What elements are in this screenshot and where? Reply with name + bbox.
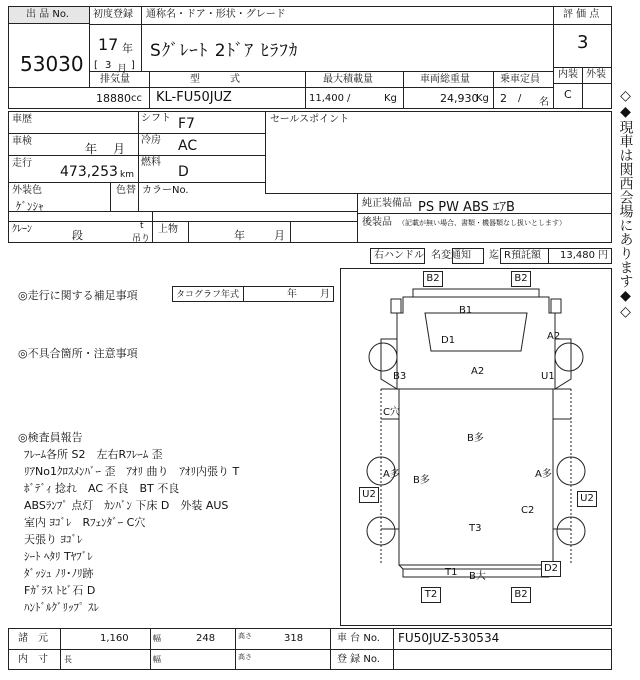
height2-label: 高さ — [238, 653, 252, 661]
capacity: 2 — [500, 92, 507, 105]
ac-label: 冷房 — [141, 135, 161, 146]
handle-label: 右ハンドル — [374, 250, 424, 261]
damage-code: B多 — [467, 433, 484, 444]
damage-code: B多 — [413, 475, 430, 486]
grade-label: 評 価 点 — [563, 9, 600, 20]
inspector-line: ABSﾗﾝﾌﾟ 点灯 ｶﾝﾊﾞﾝ 下床 D 外装 AUS — [24, 499, 229, 512]
damage-code: D2 — [541, 561, 561, 577]
vehicle-diagram — [340, 268, 612, 626]
type-label: 型 式 — [190, 74, 240, 85]
std-equip-label: 純正装備品 — [362, 198, 412, 209]
gross-weight-unit: Kg — [476, 93, 489, 104]
inspector-label: ◎検査員報告 — [18, 431, 83, 444]
mileage: 473,253 — [60, 164, 118, 180]
sales-point-label: セールスポイント — [270, 114, 350, 125]
first-reg-year: 17 — [98, 35, 119, 54]
max-load-sep: / — [347, 93, 351, 104]
recycle-label: R預託額 — [504, 250, 541, 261]
crane-label: ｸﾚｰﾝ — [12, 224, 32, 235]
damage-code: B2 — [511, 271, 531, 287]
interior-grade: C — [564, 88, 572, 101]
deadline-label: 迄 — [489, 250, 499, 261]
inspector-line: Fｶﾞﾗｽ ﾄﾋﾞ石 D — [24, 584, 96, 597]
damage-code: U1 — [541, 371, 555, 382]
first-reg-month-unit: 月 — [117, 64, 127, 75]
width2-label: 幅 — [153, 655, 161, 664]
lot-no: 53030 — [20, 52, 84, 76]
damage-code: B1 — [459, 305, 473, 316]
damage-code: B3 — [393, 371, 407, 382]
right-side-note: ◇◆現車は関西会場にあります◆◇ — [613, 82, 638, 382]
first-reg-year-unit: 年 — [122, 42, 133, 55]
tacho-year-unit: 年 — [287, 289, 297, 300]
defect-notes-label: ◎不具合箇所・注意事項 — [18, 347, 138, 360]
upper-year-unit: 年 — [234, 229, 245, 242]
color-no-label: カラーNo. — [142, 185, 189, 196]
driving-notes-label: ◎走行に関する補足事項 — [18, 289, 138, 302]
max-load-label: 最大積載量 — [323, 74, 373, 85]
width-label: 幅 — [153, 634, 161, 643]
upper-label: 上物 — [158, 224, 178, 235]
after-equip-label: 後装品 — [362, 217, 392, 228]
inspector-report — [24, 446, 344, 616]
max-load: 11,400 — [309, 93, 344, 104]
crane-ton-unit: t — [140, 221, 144, 231]
damage-code: A多 — [383, 469, 400, 480]
recycle-value: 13,480 — [560, 250, 595, 261]
grade-value: 3 — [577, 32, 589, 53]
inspector-line: 室内 ﾖｺﾞﾚ Rﾌｪﾝﾀﾞｰ C穴 — [24, 516, 146, 529]
chassis-no: FU50JUZ-530534 — [398, 631, 500, 645]
inspector-line: ﾀﾞｯｼｭ ﾉﾘ･ﾉﾘ跡 — [24, 567, 94, 580]
fuel: D — [178, 164, 189, 180]
damage-code: B2 — [511, 587, 531, 603]
gross-weight-label: 車両総重量 — [420, 74, 470, 85]
damage-code: B大 — [469, 571, 486, 582]
damage-code: T3 — [469, 523, 482, 534]
displacement: 18880 — [96, 92, 131, 105]
interior-label: 内装 — [558, 69, 578, 80]
displacement-label: 排気量 — [100, 74, 130, 85]
damage-code: U2 — [577, 491, 597, 507]
inspector-line: ﾎﾞﾃﾞｨ 捻れ AC 不良 BT 不良 — [24, 482, 180, 495]
damage-code: D1 — [441, 335, 456, 346]
mileage-label: 走行 — [12, 158, 32, 169]
max-load-unit: Kg — [384, 93, 397, 104]
first-reg-label: 初度登録 — [93, 9, 133, 20]
damage-code: U2 — [359, 487, 379, 503]
damage-code: C穴 — [383, 407, 400, 418]
shift-label: シフト — [141, 113, 171, 124]
damage-code: A2 — [547, 331, 561, 342]
after-equip-note: （記載が無い場合、書類・機器類なし扱いとします） — [398, 219, 566, 227]
spec-length: 1,160 — [100, 633, 129, 644]
inspection-month-unit: 月 — [113, 142, 126, 156]
crane-hang-unit: 吊り — [132, 234, 151, 244]
tacho-month-unit: 月 — [320, 289, 330, 300]
first-reg-month: 3 — [105, 60, 112, 71]
inspection-label: 車検 — [12, 136, 32, 147]
name-change-label: 名変通知 — [431, 250, 471, 261]
spec-label: 諸 元 — [18, 633, 48, 644]
damage-code: C2 — [521, 505, 535, 516]
inspector-line: 天張り ﾖｺﾞﾚ — [24, 533, 83, 546]
tachograph-label: タコグラフ年式 — [176, 290, 240, 300]
history-label: 車歴 — [12, 114, 32, 125]
model-title: Sｸﾞﾚｰﾄ 2ﾄﾞｱ ﾋﾗﾌｶ — [150, 41, 299, 61]
ext-color: ｹﾞﾝｼｬ — [16, 200, 44, 213]
crane-stage-unit: 段 — [72, 229, 83, 242]
ac: AC — [178, 138, 198, 154]
capacity-label: 乗車定員 — [500, 74, 540, 85]
model-title-label: 通称名・ドア・形状・グレード — [146, 9, 286, 20]
std-equip-items: PS PW ABS ｴｱB — [418, 200, 515, 215]
shift: F7 — [178, 116, 195, 132]
damage-code: A2 — [471, 366, 485, 377]
inspector-line: ﾊﾝﾄﾞﾙｸﾞﾘｯﾌﾟ ｽﾚ — [24, 601, 99, 614]
damage-code: B2 — [423, 271, 443, 287]
spec-width: 248 — [196, 633, 216, 644]
reg-no-label: 登 録 No. — [337, 654, 380, 665]
chassis-label: 車 台 No. — [337, 633, 380, 644]
mileage-unit: km — [120, 170, 134, 180]
height-label: 高さ — [238, 632, 252, 640]
capacity-unit: 名 — [539, 97, 549, 108]
damage-code: A多 — [535, 469, 552, 480]
lot-no-label: 出 品 No. — [26, 9, 69, 20]
upper-month-unit: 月 — [274, 229, 285, 242]
recycle-unit: 円 — [598, 250, 608, 261]
inspector-line: ﾌﾚｰﾑ各所 S2 左右Rﾌﾚｰﾑ 歪 — [24, 448, 163, 461]
color-change-label: 色替 — [116, 185, 136, 196]
inspection-year-unit: 年 — [85, 142, 98, 156]
damage-code: T2 — [421, 587, 441, 603]
interior-dim-label: 内 寸 — [18, 654, 48, 665]
spec-height: 318 — [284, 633, 304, 644]
capacity-sep: / — [518, 93, 522, 104]
length-label: 長 — [64, 655, 72, 664]
inspector-line: ｼｰﾄ ﾍﾀﾘ Tﾔﾌﾞﾚ — [24, 550, 93, 563]
ext-color-label: 外装色 — [12, 185, 42, 196]
inspector-line: ﾘｱNo1ｸﾛｽﾒﾝﾊﾞｰ 歪 ｱｵﾘ 曲り ｱｵﾘ内張り T — [24, 465, 240, 478]
displacement-unit: cc — [131, 93, 142, 104]
gross-weight: 24,930 — [440, 92, 479, 105]
type: KL-FU50JUZ — [156, 90, 232, 105]
exterior-label: 外装 — [586, 69, 606, 80]
name-change-box — [452, 248, 484, 264]
damage-code: T1 — [445, 567, 458, 578]
fuel-label: 燃料 — [141, 157, 161, 168]
